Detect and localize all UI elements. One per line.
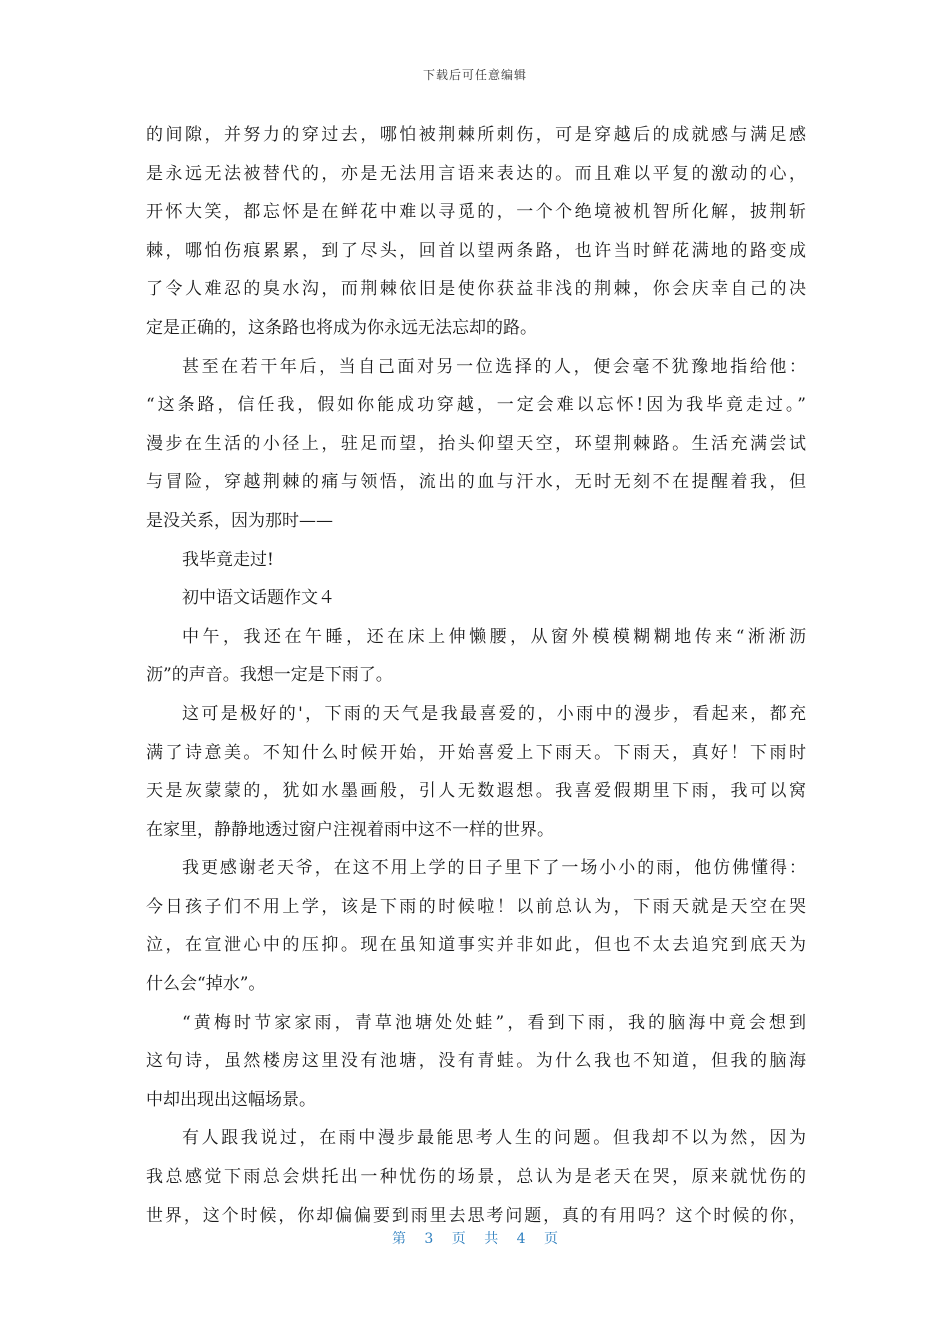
text-line: 我更感谢老天爷，在这不用上学的日子里下了一场小小的雨，他仿佛懂得： [182, 858, 806, 879]
text-line: 今日孩子们不用上学，该是下雨的时候啦！以前总认为，下雨天就是天空在哭 [146, 896, 806, 917]
text-line: 中午，我还在午睡，还在床上伸懒腰，从窗外模模糊糊地传来“淅淅沥 [182, 626, 806, 647]
text-line: 这可是极好的'，下雨的天气是我最喜爱的，小雨中的漫步，看起来，都充 [182, 703, 806, 724]
document-body [146, 116, 806, 1235]
text-line: 初中语文话题作文４ [182, 588, 335, 609]
page-header: 下载后可任意编辑 [422, 68, 527, 82]
text-line: 是永远无法被替代的，亦是无法用言语来表达的。而且难以平复的激动的心， [146, 163, 806, 184]
text-line: 天是灰蒙蒙的，犹如水墨画般，引人无数遐想。我喜爱假期里下雨，我可以窝 [146, 781, 806, 802]
text-line: 我毕竟走过! [182, 549, 274, 570]
text-line: “这条路，信任我，假如你能成功穿越，一定会难以忘怀!因为我毕竟走过。” [146, 395, 806, 416]
text-line: 满了诗意美。不知什么时候开始，开始喜爱上下雨天。下雨天，真好！下雨时 [146, 742, 806, 763]
text-line: 开怀大笑，都忘怀是在鲜花中难以寻觅的，一个个绝境被机智所化解，披荆斩 [146, 202, 806, 223]
text-line: 有人跟我说过，在雨中漫步最能思考人生的问题。但我却不以为然，因为 [182, 1128, 806, 1149]
text-line: 漫步在生活的小径上，驻足而望，抬头仰望天空，环望荆棘路。生活充满尝试 [146, 433, 806, 454]
text-line: 棘，哪怕伤痕累累，到了尽头，回首以望两条路，也许当时鲜花满地的路变成 [146, 240, 806, 261]
text-line: 世界，这个时候，你却偏偏要到雨里去思考问题，真的有用吗？这个时候的你， [146, 1205, 806, 1226]
text-line: 我总感觉下雨总会烘托出一种忧伤的场景，总认为是老天在哭，原来就忧伤的 [146, 1167, 806, 1188]
text-line: 沥”的声音。我想一定是下雨了。 [146, 665, 393, 686]
text-line: 与冒险，穿越荆棘的痛与领悟，流出的血与汗水，无时无刻不在提醒着我，但 [146, 472, 806, 493]
text-line: “黄梅时节家家雨，青草池塘处处蛙”，看到下雨，我的脑海中竟会想到 [182, 1012, 806, 1033]
text-line: 泣，在宣泄心中的压抑。现在虽知道事实并非如此，但也不太去追究到底天为 [146, 935, 806, 956]
text-line: 的间隙，并努力的穿过去，哪怕被荆棘所刺伤，可是穿越后的成就感与满足感 [146, 125, 806, 145]
text-line: 中却出现出这幅场景。 [146, 1089, 316, 1110]
page-number-footer: 第 3 页 共 4 页 [391, 1231, 559, 1247]
text-line: 甚至在若干年后，当自己面对另一位选择的人，便会毫不犹豫地指给他： [182, 356, 806, 377]
text-line: 在家里，静静地透过窗户注视着雨中这不一样的世界。 [146, 819, 554, 840]
text-line: 是没关系，因为那时—— [146, 510, 333, 531]
text-line: 了令人难忍的臭水沟，而荆棘依旧是使你获益非浅的荆棘，你会庆幸自己的决 [146, 279, 806, 300]
text-line: 定是正确的，这条路也将成为你永远无法忘却的路。 [146, 317, 537, 338]
text-line: 这句诗，虽然楼房这里没有池塘，没有青蛙。为什么我也不知道，但我的脑海 [146, 1051, 806, 1072]
text-line: 什么会“掉水”。 [146, 974, 266, 995]
